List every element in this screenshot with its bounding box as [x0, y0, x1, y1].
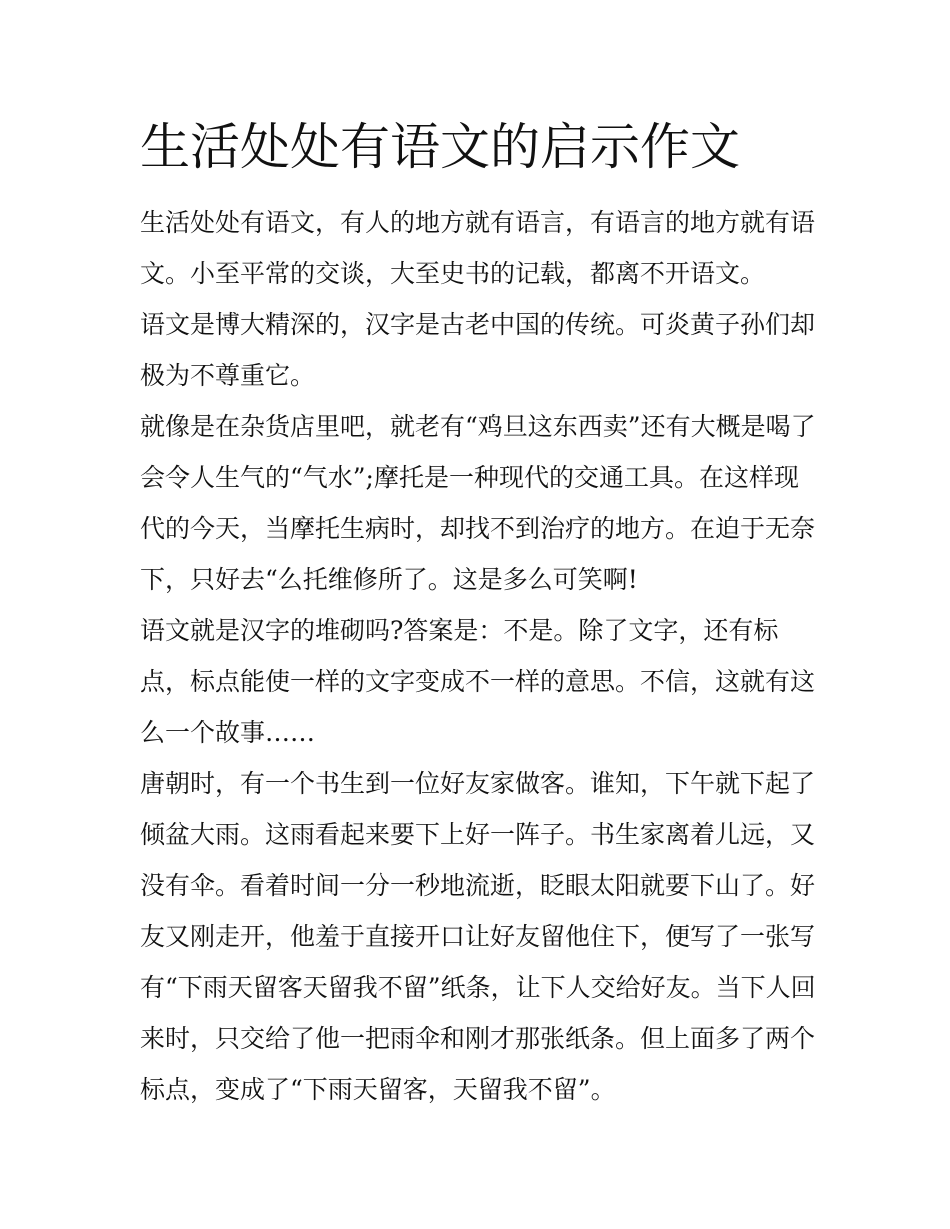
paragraph-3 [140, 401, 816, 605]
text-line: 会令人生气的“气水”;摩托是一种现代的交通工具。在这样现 [140, 463, 799, 492]
text-line: 就像是在杂货店里吧，就老有“鸡旦这东西卖”还有大概是喝了 [140, 412, 816, 441]
text-line: 语文是博大精深的，汉字是古老中国的传统。可炎黄子孙们却 [140, 310, 816, 339]
text-line: 标点，变成了“下雨天留客，天留我不留”。 [140, 1075, 616, 1104]
text-line: 点，标点能使一样的文字变成不一样的意思。不信，这就有这 [140, 667, 816, 696]
text-line: 语文就是汉字的堆砌吗?答案是：不是。除了文字，还有标 [140, 616, 779, 645]
text-line: 倾盆大雨。这雨看起来要下上好一阵子。书生家离着儿远，又 [140, 820, 816, 849]
text-line: 极为不尊重它。 [140, 361, 316, 390]
text-line: 来时，只交给了他一把雨伞和刚才那张纸条。但上面多了两个 [140, 1024, 816, 1053]
text-line: 没有伞。看着时间一分一秒地流逝，眨眼太阳就要下山了。好 [140, 871, 816, 900]
paragraph-4 [140, 605, 816, 758]
text-line: 唐朝时，有一个书生到一位好友家做客。谁知，下午就下起了 [140, 769, 816, 798]
paragraph-5 [140, 758, 816, 1115]
paragraph-2 [140, 299, 816, 401]
text-line: 么一个故事…… [140, 718, 316, 747]
text-line: 友又刚走开，他羞于直接开口让好友留他住下，便写了一张写 [140, 922, 816, 951]
paragraph-1 [140, 197, 816, 299]
document-title: 生活处处有语文的启示作文 [140, 118, 740, 176]
text-line: 生活处处有语文，有人的地方就有语言，有语言的地方就有语 [140, 208, 816, 237]
text-line: 文。小至平常的交谈，大至史书的记载，都离不开语文。 [140, 259, 766, 288]
text-line: 代的今天，当摩托生病时，却找不到治疗的地方。在迫于无奈 [140, 514, 816, 543]
document-body [140, 197, 816, 1115]
text-line: 下，只好去“么托维修所了。这是多么可笑啊! [140, 565, 638, 594]
text-line: 有“下雨天留客天留我不留”纸条，让下人交给好友。当下人回 [140, 973, 816, 1002]
